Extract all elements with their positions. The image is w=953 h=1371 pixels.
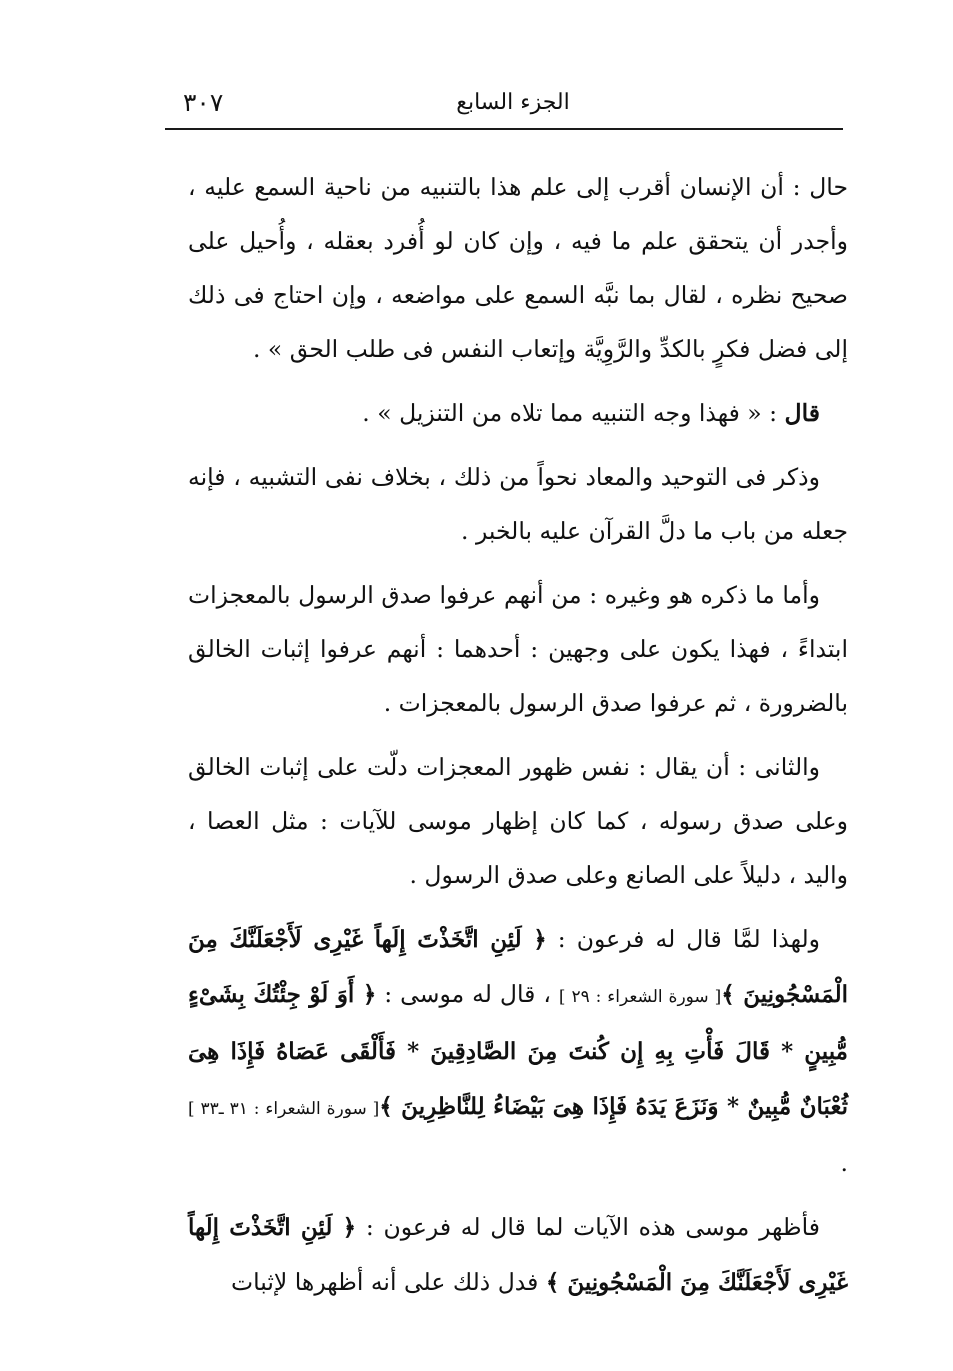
paragraph-mujizat: وأما ما ذكره هو وغيره : من أنهم عرفوا صدق الرسول بالمعجزات ابتداءً ، فهذا يكون على وجهين : أحدهما : أنهم عرفوا إثبات الخالق بالضرورة ، ثم عرفوا صدق الرسول بالمعجزات .	[188, 581, 848, 717]
paragraph-tawhid: وذكر فى التوحيد والمعاد نحواً من ذلك ، بخلاف نفى التشبيه ، فإنه جعله من باب ما دلَّ القرآن عليه بالخبر .	[188, 463, 848, 545]
paragraph-pharaoh	[188, 912, 848, 1190]
header-rule	[165, 128, 843, 130]
pharaoh-mid: ، قال له موسى :	[376, 980, 559, 1008]
pharaoh-end: .	[840, 1149, 848, 1177]
paragraph-qala	[188, 386, 848, 440]
running-title: الجزء السابع	[456, 90, 570, 115]
pharaoh-intro: ولهذا لمَّا قال له فرعون :	[546, 925, 820, 953]
quran-verse-2: ﴿ أَوَ لَوْ جِئْتُكَ بِشَىْءٍ مُّبِينٍ * قَالَ فَأْتِ بِهِ إِن كُنتَ مِنَ الصَّادِقِينَ * فَأَلْقَى عَصَاهُ فَإِذَا هِىَ ثُعْبَانٌ مُّبِينٌ * وَنَزَعَ يَدَهُ فَإِذَا هِىَ بَيْضَاءُ لِلنَّاظِرِينَ ﴾	[188, 981, 848, 1120]
musa-rest: فدل ذلك على أنه أظهرها لإثبات	[230, 1268, 546, 1296]
paragraph-continuation: حال : أن الإنسان أقرب إلى علم هذا بالتنبيه من ناحية السمع عليه ، وأجدر أن يتحقق علم ما فيه ، وإن كان لو أُفرد بعقله ، وأُحيل على صحيح نظره ، لقال بما نبَّه السمع على مواضعه ، وإن احتاج فى ذلك إلى فضل فكرٍ بالكدِّ والرَّوِيَّة وإتعاب النفس فى طلب الحق » .	[188, 173, 848, 363]
quran-verse-1: ﴿ لَئِنِ اتَّخَذْتَ إِلَهاً غَيْرِى لَأَجْعَلَنَّكَ مِنَ الْمَسْجُونِينَ ﴾	[188, 926, 849, 1008]
page-body	[188, 160, 848, 1320]
surah-reference-1: [ سورة الشعراء : ٢٩ ]	[558, 987, 722, 1007]
page-header	[183, 88, 823, 122]
musa-intro: فأظهر موسى هذه الآيات لما قال له فرعون :	[356, 1213, 820, 1241]
qala-text: : « فهذا وجه التنبيه مما تلاه من التنزيل » .	[362, 399, 785, 427]
paragraph-musa-showed	[188, 1200, 848, 1310]
paragraph-second-way: والثانى : أن يقال : نفس ظهور المعجزات دلّت على إثبات الخالق وعلى صدق رسوله ، كما كان إظهار موسى للآيات : مثل العصا ، واليد ، دليلاً على الصانع وعلى صدق الرسول .	[188, 753, 848, 889]
quran-verse-3: ﴿ لَئِنِ اتَّخَذْتَ إِلَهاً غَيْرِى لَأَجْعَلَنَّكَ مِنَ الْمَسْجُونِينَ ﴾	[188, 1214, 848, 1296]
surah-reference-2: [ سورة الشعراء : ٣١ ـ٣٣ ]	[188, 1099, 380, 1119]
qala-label: قال	[784, 399, 820, 427]
page-number: ٣٠٧	[183, 88, 224, 117]
